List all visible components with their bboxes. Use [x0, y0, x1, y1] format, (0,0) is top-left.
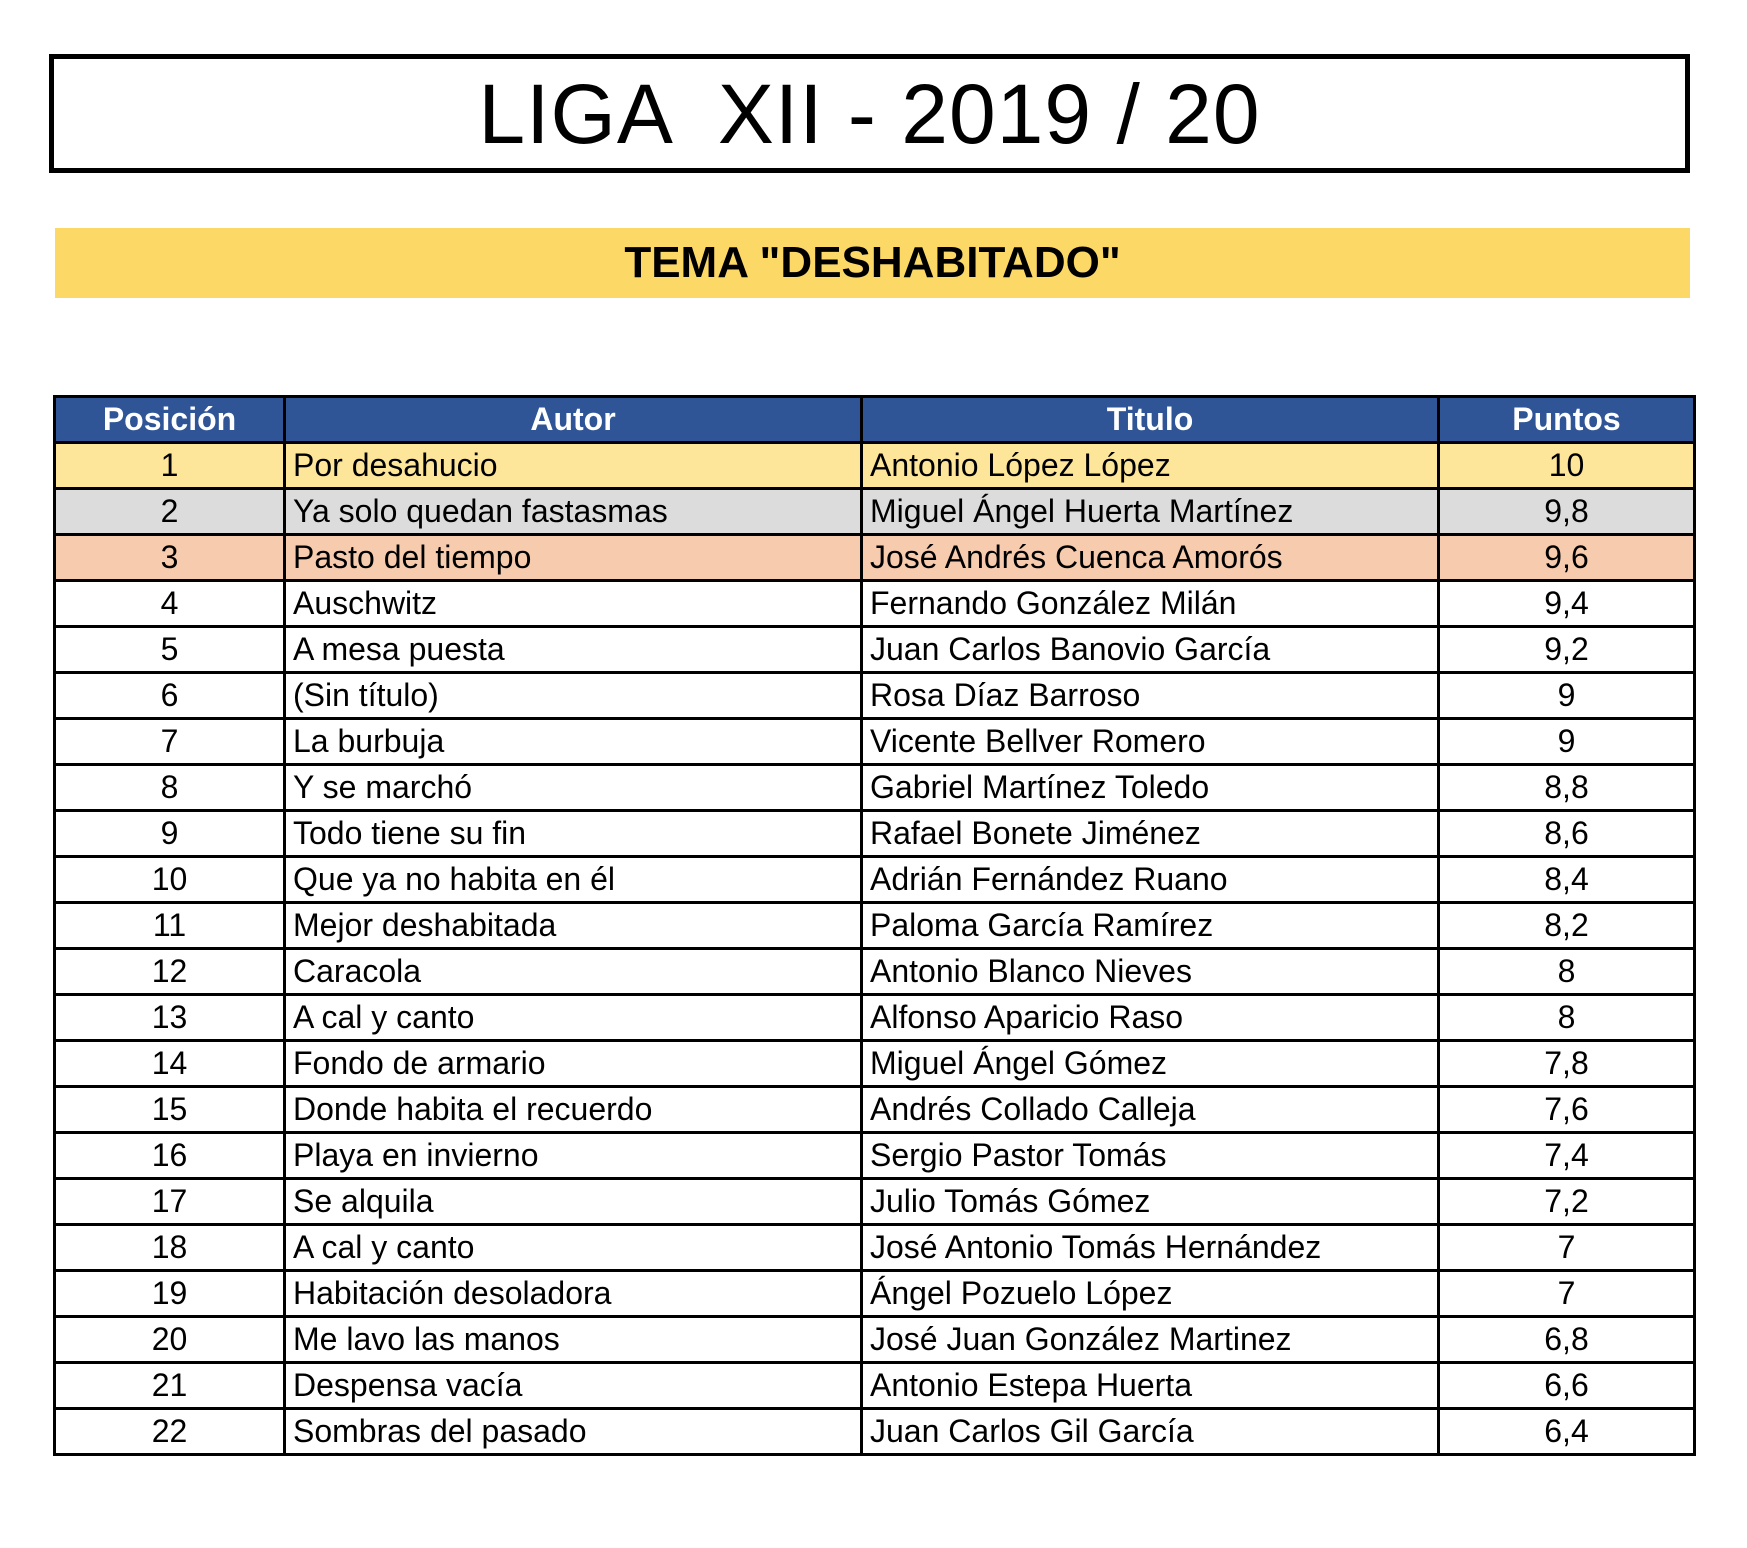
table-row — [55, 673, 1695, 719]
position-cell: 1 — [55, 443, 285, 489]
autor-cell: Fondo de armario — [285, 1041, 862, 1087]
table-row — [55, 949, 1695, 995]
puntos-cell: 7 — [1439, 1271, 1695, 1317]
position-cell: 15 — [55, 1087, 285, 1133]
titulo-cell: Miguel Ángel Huerta Martínez — [862, 489, 1439, 535]
autor-cell: Se alquila — [285, 1179, 862, 1225]
position-cell: 10 — [55, 857, 285, 903]
puntos-cell: 9,8 — [1439, 489, 1695, 535]
position-cell: 20 — [55, 1317, 285, 1363]
table-row — [55, 627, 1695, 673]
puntos-cell: 7 — [1439, 1225, 1695, 1271]
titulo-cell: José Andrés Cuenca Amorós — [862, 535, 1439, 581]
autor-cell: Playa en invierno — [285, 1133, 862, 1179]
titulo-cell: Julio Tomás Gómez — [862, 1179, 1439, 1225]
autor-cell: Sombras del pasado — [285, 1409, 862, 1455]
table-row — [55, 995, 1695, 1041]
titulo-cell: Rosa Díaz Barroso — [862, 673, 1439, 719]
position-cell: 16 — [55, 1133, 285, 1179]
titulo-cell: Sergio Pastor Tomás — [862, 1133, 1439, 1179]
puntos-cell: 8 — [1439, 995, 1695, 1041]
autor-cell: Todo tiene su fin — [285, 811, 862, 857]
column-header-posicion: Posición — [55, 397, 285, 443]
puntos-cell: 8,6 — [1439, 811, 1695, 857]
position-cell: 12 — [55, 949, 285, 995]
table-row — [55, 1133, 1695, 1179]
autor-cell: Y se marchó — [285, 765, 862, 811]
puntos-cell: 6,4 — [1439, 1409, 1695, 1455]
table-row — [55, 535, 1695, 581]
autor-cell: A cal y canto — [285, 995, 862, 1041]
autor-cell: La burbuja — [285, 719, 862, 765]
table-row — [55, 1363, 1695, 1409]
puntos-cell: 9,4 — [1439, 581, 1695, 627]
autor-cell: Auschwitz — [285, 581, 862, 627]
puntos-cell: 7,6 — [1439, 1087, 1695, 1133]
position-cell: 18 — [55, 1225, 285, 1271]
position-cell: 6 — [55, 673, 285, 719]
table-row — [55, 581, 1695, 627]
autor-cell: Habitación desoladora — [285, 1271, 862, 1317]
puntos-cell: 7,8 — [1439, 1041, 1695, 1087]
autor-cell: A mesa puesta — [285, 627, 862, 673]
column-header-puntos: Puntos — [1439, 397, 1695, 443]
autor-cell: (Sin título) — [285, 673, 862, 719]
position-cell: 19 — [55, 1271, 285, 1317]
table-row — [55, 1225, 1695, 1271]
puntos-cell: 9 — [1439, 719, 1695, 765]
table-row — [55, 1317, 1695, 1363]
position-cell: 2 — [55, 489, 285, 535]
titulo-cell: Fernando González Milán — [862, 581, 1439, 627]
table-row — [55, 811, 1695, 857]
table-row — [55, 1087, 1695, 1133]
titulo-cell: José Juan González Martinez — [862, 1317, 1439, 1363]
titulo-cell: Adrián Fernández Ruano — [862, 857, 1439, 903]
league-title-box — [49, 54, 1690, 173]
titulo-cell: Juan Carlos Banovio García — [862, 627, 1439, 673]
table-row — [55, 1409, 1695, 1455]
table-row — [55, 1179, 1695, 1225]
position-cell: 13 — [55, 995, 285, 1041]
puntos-cell: 8,2 — [1439, 903, 1695, 949]
autor-cell: Pasto del tiempo — [285, 535, 862, 581]
titulo-cell: Paloma García Ramírez — [862, 903, 1439, 949]
titulo-cell: Alfonso Aparicio Raso — [862, 995, 1439, 1041]
titulo-cell: Antonio López López — [862, 443, 1439, 489]
titulo-cell: Gabriel Martínez Toledo — [862, 765, 1439, 811]
autor-cell: Me lavo las manos — [285, 1317, 862, 1363]
puntos-cell: 9 — [1439, 673, 1695, 719]
position-cell: 22 — [55, 1409, 285, 1455]
table-row — [55, 857, 1695, 903]
results-body — [55, 443, 1695, 1455]
titulo-cell: Juan Carlos Gil García — [862, 1409, 1439, 1455]
position-cell: 11 — [55, 903, 285, 949]
puntos-cell: 6,8 — [1439, 1317, 1695, 1363]
titulo-cell: Antonio Blanco Nieves — [862, 949, 1439, 995]
puntos-cell: 7,2 — [1439, 1179, 1695, 1225]
theme-title: TEMA "DESHABITADO" — [624, 238, 1121, 287]
position-cell: 4 — [55, 581, 285, 627]
table-row — [55, 443, 1695, 489]
table-header-row — [55, 397, 1695, 443]
puntos-cell: 8 — [1439, 949, 1695, 995]
autor-cell: Mejor deshabitada — [285, 903, 862, 949]
puntos-cell: 10 — [1439, 443, 1695, 489]
position-cell: 14 — [55, 1041, 285, 1087]
autor-cell: Donde habita el recuerdo — [285, 1087, 862, 1133]
autor-cell: Ya solo quedan fastasmas — [285, 489, 862, 535]
puntos-cell: 9,2 — [1439, 627, 1695, 673]
table-row — [55, 1271, 1695, 1317]
puntos-cell: 6,6 — [1439, 1363, 1695, 1409]
position-cell: 8 — [55, 765, 285, 811]
puntos-cell: 8,4 — [1439, 857, 1695, 903]
table-row — [55, 903, 1695, 949]
column-header-autor: Autor — [285, 397, 862, 443]
puntos-cell: 8,8 — [1439, 765, 1695, 811]
autor-cell: Caracola — [285, 949, 862, 995]
results-table — [53, 395, 1696, 1456]
position-cell: 5 — [55, 627, 285, 673]
titulo-cell: Miguel Ángel Gómez — [862, 1041, 1439, 1087]
puntos-cell: 9,6 — [1439, 535, 1695, 581]
autor-cell: A cal y canto — [285, 1225, 862, 1271]
titulo-cell: Ángel Pozuelo López — [862, 1271, 1439, 1317]
titulo-cell: Vicente Bellver Romero — [862, 719, 1439, 765]
table-row — [55, 489, 1695, 535]
titulo-cell: Andrés Collado Calleja — [862, 1087, 1439, 1133]
column-header-titulo: Titulo — [862, 397, 1439, 443]
table-row — [55, 719, 1695, 765]
titulo-cell: José Antonio Tomás Hernández — [862, 1225, 1439, 1271]
titulo-cell: Antonio Estepa Huerta — [862, 1363, 1439, 1409]
league-title: LIGA XII - 2019 / 20 — [478, 66, 1261, 161]
position-cell: 7 — [55, 719, 285, 765]
table-row — [55, 765, 1695, 811]
puntos-cell: 7,4 — [1439, 1133, 1695, 1179]
autor-cell: Que ya no habita en él — [285, 857, 862, 903]
position-cell: 17 — [55, 1179, 285, 1225]
autor-cell: Despensa vacía — [285, 1363, 862, 1409]
position-cell: 21 — [55, 1363, 285, 1409]
position-cell: 3 — [55, 535, 285, 581]
autor-cell: Por desahucio — [285, 443, 862, 489]
position-cell: 9 — [55, 811, 285, 857]
theme-banner — [55, 228, 1690, 298]
titulo-cell: Rafael Bonete Jiménez — [862, 811, 1439, 857]
table-row — [55, 1041, 1695, 1087]
